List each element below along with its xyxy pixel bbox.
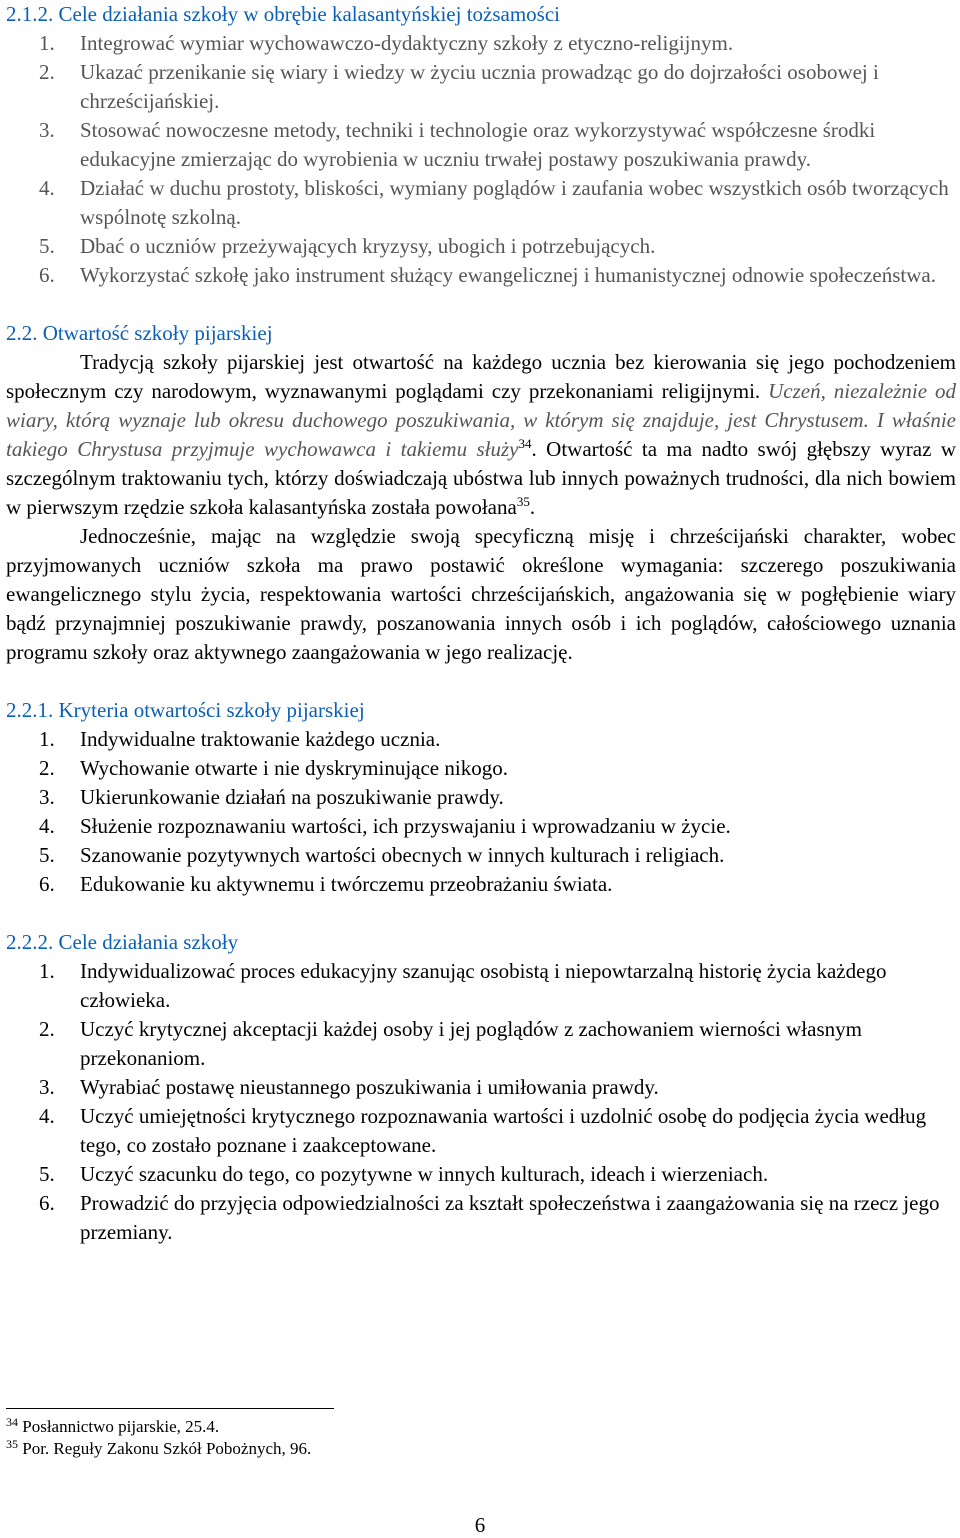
item-number: 4.	[39, 814, 55, 838]
item-number: 2.	[39, 756, 55, 780]
item-number: 4.	[39, 176, 55, 200]
item-text: Integrować wymiar wychowawczo-dydaktyczny szkoły z etyczno-religijnym.	[80, 31, 734, 55]
section-heading-2-1-2: 2.1.2. Cele działania szkoły w obrębie kalasantyńskiej tożsamości	[6, 2, 561, 26]
item-text: Indywidualne traktowanie każdego ucznia.	[80, 727, 441, 751]
list-item	[6, 1073, 956, 1102]
item-number: 1.	[39, 727, 55, 751]
item-text: Ukazać przenikanie się wiary i wiedzy w życiu ucznia prowadząc go do dojrzałości osobowej i chrześcijańskiej.	[80, 60, 879, 113]
item-text: Stosować nowoczesne metody, techniki i technologie oraz wykorzystywać współczesne środki edukacyjne zmierzając do wyrobienia w uczniu trwałej postawy poszukiwania prawdy.	[80, 118, 876, 171]
criteria-list-2-2-1	[6, 725, 956, 899]
item-text: Wykorzystać szkołę jako instrument służący ewangelicznej i humanistycznej odnowie społeczeństwa.	[80, 263, 936, 287]
item-text: Służenie rozpoznawaniu wartości, ich przyswajaniu i wprowadzaniu w życie.	[80, 814, 731, 838]
goals-list-2-1-2	[6, 29, 956, 290]
list-item	[6, 754, 956, 783]
list-item	[6, 725, 956, 754]
item-number: 5.	[39, 234, 55, 258]
list-item	[6, 841, 956, 870]
item-number: 3.	[39, 785, 55, 809]
section-heading-2-2-1: 2.2.1. Kryteria otwartości szkoły pijarskiej	[6, 698, 365, 722]
item-text: Wyrabiać postawę nieustannego poszukiwania i umiłowania prawdy.	[80, 1075, 659, 1099]
goals-list-2-2-2	[6, 957, 956, 1247]
item-number: 6.	[39, 1191, 55, 1215]
item-number: 3.	[39, 1075, 55, 1099]
item-text: Indywidualizować proces edukacyjny szanując osobistą i niepowtarzalną historię życia każdego człowieka.	[80, 959, 887, 1012]
item-number: 2.	[39, 1017, 55, 1041]
footnotes	[6, 1416, 311, 1460]
item-number: 4.	[39, 1104, 55, 1128]
item-number: 5.	[39, 843, 55, 867]
list-item	[6, 232, 956, 261]
footnote-text: Por. Reguły Zakonu Szkół Pobożnych, 96.	[22, 1439, 312, 1458]
footnote-ref-34[interactable]: 34	[518, 436, 532, 451]
list-item	[6, 1102, 956, 1160]
paragraph-openness	[6, 348, 956, 522]
section-heading-2-2: 2.2. Otwartość szkoły pijarskiej	[6, 321, 273, 345]
item-text: Ukierunkowanie działań na poszukiwanie prawdy.	[80, 785, 504, 809]
item-text: Szanowanie pozytywnych wartości obecnych w innych kulturach i religiach.	[80, 843, 725, 867]
item-number: 6.	[39, 872, 55, 896]
list-item	[6, 261, 956, 290]
paragraph-text: .	[529, 495, 536, 519]
footnote-ref-35[interactable]: 35	[516, 494, 530, 509]
footnote-separator	[6, 1408, 334, 1409]
list-item	[6, 1160, 956, 1189]
footnote-number: 34	[6, 1415, 18, 1429]
paragraph-text: Tradycją szkoły pijarskiej jest otwartość na każdego ucznia bez kierowania się jego pochodzeniem społecznym czy narodowym, wyznawanymi poglądami czy przekonaniami religijnymi.	[6, 350, 956, 403]
item-number: 3.	[39, 118, 55, 142]
footnote-number: 35	[6, 1437, 18, 1451]
document-page	[6, 0, 956, 1247]
item-text: Edukowanie ku aktywnemu i twórczemu przeobrażaniu świata.	[80, 872, 613, 896]
footnote-34	[6, 1416, 311, 1438]
paragraph-text: . Otwartość ta ma nadto swój głębszy wyraz w szczególnym traktowaniu tych, którzy doświadczają ubóstwa lub innych poważnych trudności, dla nich bowiem w pierwszym rzędzie szkoła kalasantyńska została powołana	[6, 437, 956, 519]
footnote-text: Posłannictwo pijarskie, 25.4.	[22, 1417, 220, 1436]
item-text: Uczyć umiejętności krytycznego rozpoznawania wartości i uzdolnić osobę do podjęcia życia według tego, co zostało poznane i zaakceptowane.	[80, 1104, 927, 1157]
page-number: 6	[474, 1513, 486, 1537]
list-item	[6, 812, 956, 841]
item-text: Dbać o uczniów przeżywających kryzysy, ubogich i potrzebujących.	[80, 234, 656, 258]
list-item	[6, 870, 956, 899]
item-number: 1.	[39, 31, 55, 55]
item-number: 6.	[39, 263, 55, 287]
list-item	[6, 957, 956, 1015]
item-number: 2.	[39, 60, 55, 84]
item-text: Prowadzić do przyjęcia odpowiedzialności za kształt społeczeństwa i zaangażowania się na rzecz jego przemiany.	[80, 1191, 940, 1244]
list-item	[6, 783, 956, 812]
list-item	[6, 1189, 956, 1247]
item-number: 5.	[39, 1162, 55, 1186]
list-item	[6, 29, 956, 58]
section-heading-2-2-2: 2.2.2. Cele działania szkoły	[6, 930, 239, 954]
item-text: Wychowanie otwarte i nie dyskryminujące nikogo.	[80, 756, 508, 780]
list-item	[6, 174, 956, 232]
list-item	[6, 1015, 956, 1073]
item-number: 1.	[39, 959, 55, 983]
italic-quote: Uczeń, niezależnie od wiary, którą wyznaje lub okresu duchowego poszukiwania, w którym się znajduje, jest Chrystusem. I właśnie takiego Chrystusa przyjmuje wychowawca i takiemu służy	[6, 379, 957, 461]
item-text: Uczyć krytycznej akceptacji każdej osoby i jej poglądów z zachowaniem wierności własnym przekonaniom.	[80, 1017, 862, 1070]
item-text: Działać w duchu prostoty, bliskości, wymiany poglądów i zaufania wobec wszystkich osób tworzących wspólnotę szkolną.	[80, 176, 949, 229]
footnote-35	[6, 1438, 311, 1460]
list-item	[6, 116, 956, 174]
list-item	[6, 58, 956, 116]
item-text: Uczyć szacunku do tego, co pozytywne w innych kulturach, ideach i wierzeniach.	[80, 1162, 769, 1186]
paragraph-requirements: Jednocześnie, mając na względzie swoją specyficzną misję i chrześcijański charakter, wobec przyjmowanych uczniów szkoła ma prawo postawić określone wymagania: szczerego poszukiwania ewangelicznego stylu życia, respektowania wartości chrześcijańskich, angażowania się w pogłębienie wiary bądź przynajmniej poszukiwanie prawdy, poszanowania innych osób i ich poglądów, całościowego uznania programu szkoły oraz aktywnego zaangażowania w jego realizację.	[6, 524, 956, 664]
